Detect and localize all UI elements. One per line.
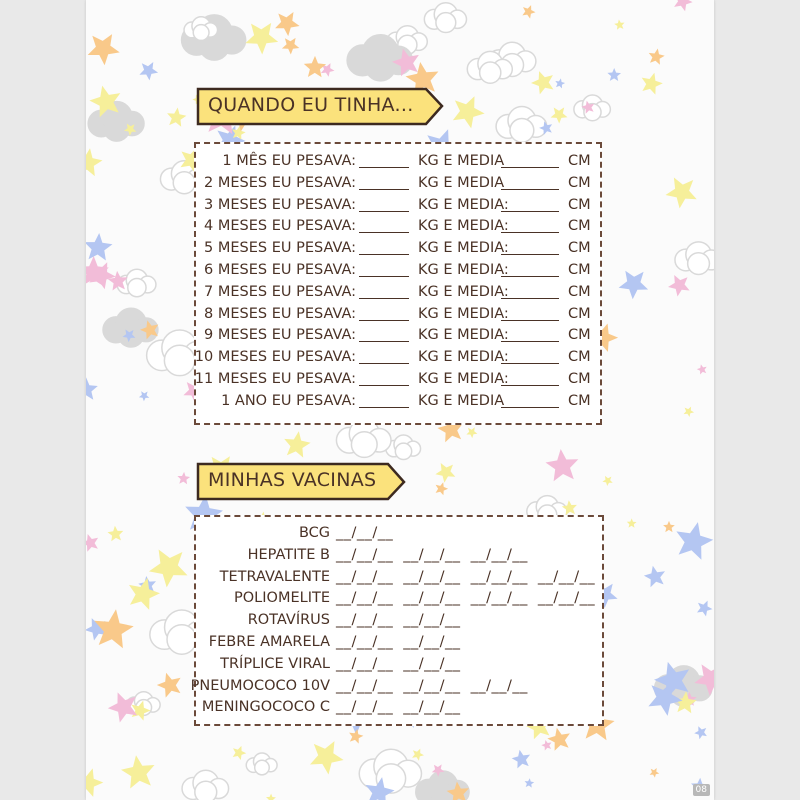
star-shape [697,601,713,617]
weight-section-title: QUANDO EU TINHA... [208,94,414,116]
star-shape [551,107,568,123]
star-shape [275,12,300,36]
unit-cm: CM [568,218,591,235]
star-shape [435,463,455,483]
weight-blank[interactable] [359,341,409,342]
album-page [86,0,714,800]
star-shape [177,472,190,484]
weight-row [196,238,600,260]
height-label: KG E MEDIA: [418,327,509,344]
weight-row [196,282,600,304]
star-shape [88,34,120,65]
cloud-shape [246,753,277,775]
star-shape [627,518,637,527]
star-shape [245,23,278,55]
height-label: KG E MEDIA: [418,196,509,213]
vaccine-date-field[interactable]: __/__/__ [537,568,596,585]
unit-cm: CM [568,196,591,213]
weight-blank[interactable] [359,189,409,190]
weight-blank[interactable] [359,385,409,386]
vaccine-name: POLIOMELITE [234,590,330,607]
star-shape [602,476,612,486]
page-number: 08 [693,784,710,796]
height-label: KG E MEDIA: [418,349,509,366]
unit-cm: CM [568,174,591,191]
star-shape [284,431,310,457]
vaccine-date-field[interactable]: __/__/__ [336,634,394,650]
star-shape [668,275,690,297]
vaccine-section-banner [194,461,406,503]
star-shape [531,71,553,94]
vaccine-name: ROTAVÍRUS [247,612,330,629]
height-blank[interactable] [501,341,559,342]
weight-blank[interactable] [359,254,409,255]
vaccine-date-field[interactable]: __/__/__ [336,677,394,694]
unit-cm: CM [568,283,591,300]
height-label: KG E MEDIA [418,392,505,409]
weight-blank[interactable] [359,320,409,321]
cloud-shape [574,95,610,121]
height-label: KG E MEDIA: [418,371,509,387]
vaccine-name: TETRAVALENTE [219,568,330,585]
vaccine-date-field[interactable]: __/__/__ [336,612,394,629]
vaccine-date-field[interactable]: __/__/__ [403,699,461,716]
height-label: KG E MEDIA [418,174,505,191]
weight-row-label: 9 MESES EU PESAVA: [204,327,356,344]
weight-row-label: 6 MESES EU PESAVA: [204,262,356,278]
vaccine-name: TRÍPLICE VIRAL [220,655,330,672]
star-shape [619,271,649,300]
height-blank[interactable] [501,276,559,277]
star-shape [453,96,485,128]
weight-row [196,260,600,282]
star-shape [139,62,158,80]
vaccine-date-slots [336,525,403,541]
height-blank[interactable] [501,232,559,233]
star-shape [86,148,103,176]
star-shape [555,78,565,88]
vaccine-date-slots [336,569,605,585]
vaccine-date-field[interactable]: __/__/__ [403,677,461,694]
vaccine-date-field[interactable]: __/__/__ [403,612,461,629]
star-shape [282,38,299,55]
height-blank[interactable] [501,254,559,255]
vaccine-section-title: MINHAS VACINAS [208,469,377,491]
star-shape [676,522,713,560]
height-blank[interactable] [501,320,559,321]
weight-row-label: 10 MESES EU PESAVA: [194,349,356,366]
cloud-shape [496,107,547,143]
height-blank[interactable] [501,363,559,364]
height-blank[interactable] [501,167,559,168]
height-blank[interactable] [501,298,559,299]
vaccine-date-slots [336,547,538,563]
height-label: KG E MEDIA: [418,305,509,322]
weight-blank[interactable] [359,167,409,168]
weight-blank[interactable] [359,363,409,364]
unit-cm: CM [568,349,591,366]
cloud-shape [424,3,466,33]
vaccine-row [190,676,602,697]
vaccine-name: MENINGOCOCO C [201,699,330,716]
star-shape [512,750,530,769]
star-shape [157,673,181,698]
star-shape [466,427,477,438]
star-shape [86,768,103,797]
weight-row-label: 1 MÊS EU PESAVA: [222,153,356,169]
star-shape [663,521,675,532]
star-shape [86,233,113,261]
star-shape [304,56,326,77]
weight-row [196,151,600,173]
star-shape [525,778,535,787]
unit-cm: CM [568,305,591,322]
vaccine-date-field[interactable]: __/__/__ [403,655,461,672]
height-label: KG E MEDIA: [418,218,509,235]
star-shape [642,73,663,95]
vaccine-date-field[interactable]: __/__/__ [403,568,461,585]
star-shape [666,178,697,209]
weight-row-label: 1 ANO EU PESAVA: [221,392,356,409]
weight-row [196,391,600,413]
vaccine-date-field[interactable]: __/__/__ [537,590,596,607]
weight-blank[interactable] [359,232,409,233]
weight-row-label: 7 MESES EU PESAVA: [204,283,356,300]
vaccine-date-slots [336,656,471,672]
star-shape [684,407,695,417]
vaccine-name: HEPATITE B [247,546,330,563]
star-shape [139,391,149,401]
unit-cm: CM [568,371,591,387]
star-shape [649,49,665,65]
weight-row [196,369,600,391]
height-label: KG E MEDIA: [418,262,509,278]
weight-section-banner [194,86,444,128]
unit-cm: CM [568,327,591,344]
height-blank[interactable] [501,407,559,408]
star-shape [86,534,98,552]
weight-row-label: 5 MESES EU PESAVA: [204,240,356,257]
unit-cm: CM [568,240,591,257]
star-shape [129,578,160,610]
weight-blank[interactable] [359,407,409,408]
vaccine-row [196,632,602,653]
weight-row [196,216,600,238]
vaccine-date-slots [336,612,471,628]
vaccine-date-field[interactable]: __/__/__ [336,655,394,672]
vaccine-date-field[interactable]: __/__/__ [470,546,528,563]
star-shape [349,729,363,744]
weight-table-box [194,142,602,425]
weight-row-label: 2 MESES EU PESAVA: [204,174,356,191]
star-shape [266,794,276,800]
vaccine-date-slots [336,590,605,606]
star-shape [121,755,155,788]
star-shape [436,482,449,495]
vaccine-row [196,588,602,609]
height-blank[interactable] [501,385,559,386]
weight-row [196,173,600,195]
star-shape [233,746,247,760]
unit-cm: CM [568,153,591,169]
star-shape [614,20,624,30]
vaccine-row [196,697,602,718]
vaccine-name: FEBRE AMARELA [208,634,330,650]
star-shape [167,108,186,127]
cloud-shape [675,242,714,275]
weight-row [196,347,600,369]
star-shape [547,728,570,751]
weight-blank[interactable] [359,211,409,212]
weight-row-label: 4 MESES EU PESAVA: [204,218,356,235]
unit-cm: CM [568,392,591,409]
vaccine-date-field[interactable]: __/__/__ [336,699,394,716]
vaccine-date-field[interactable]: __/__/__ [336,568,394,585]
star-shape [310,741,344,774]
vaccine-date-field[interactable]: __/__/__ [470,568,528,585]
vaccine-date-slots [336,634,471,650]
star-shape [697,364,707,374]
vaccine-date-field[interactable]: __/__/__ [470,677,528,694]
vaccine-name: PNEUMOCOCO 10V [190,677,330,694]
cloud-shape [117,269,156,296]
star-shape [541,740,551,751]
vaccine-date-slots [336,678,538,694]
vaccine-table-box [190,515,604,726]
star-shape [650,768,660,778]
weight-row [196,325,600,347]
star-shape [522,5,535,19]
vaccine-date-field[interactable]: __/__/__ [403,590,461,607]
height-label: KG E MEDIA: [418,240,509,257]
vaccine-name: BCG [298,525,330,541]
cloud-shape [182,770,229,800]
vaccine-date-field[interactable]: __/__/__ [403,546,461,563]
height-label: KG E MEDIA: [418,283,509,300]
star-shape [674,0,693,11]
vaccine-row [196,610,602,631]
vaccine-row [196,545,602,566]
vaccine-date-field[interactable]: __/__/__ [336,525,394,541]
vaccine-row [196,567,602,588]
weight-row-label: 11 MESES EU PESAVA: [194,371,356,387]
height-label: KG E MEDIA [418,153,505,169]
star-shape [412,749,424,761]
weight-row [196,195,600,217]
weight-row-label: 3 MESES EU PESAVA: [204,196,356,213]
weight-blank[interactable] [359,276,409,277]
vaccine-date-field[interactable]: __/__/__ [336,590,394,607]
vaccine-date-field[interactable]: __/__/__ [403,634,461,650]
star-shape [108,526,124,541]
height-blank[interactable] [501,189,559,190]
height-blank[interactable] [501,211,559,212]
unit-cm: CM [568,262,591,278]
weight-blank[interactable] [359,298,409,299]
vaccine-date-slots [336,699,471,715]
star-shape [546,449,579,481]
star-shape [86,377,98,399]
weight-row-label: 8 MESES EU PESAVA: [204,305,356,322]
vaccine-date-field[interactable]: __/__/__ [470,590,528,607]
star-shape [644,566,665,588]
weight-row [196,304,600,326]
vaccine-date-field[interactable]: __/__/__ [336,546,394,563]
star-shape [607,68,621,81]
star-shape [694,726,707,739]
vaccine-row [196,523,602,544]
vaccine-row [196,654,602,675]
